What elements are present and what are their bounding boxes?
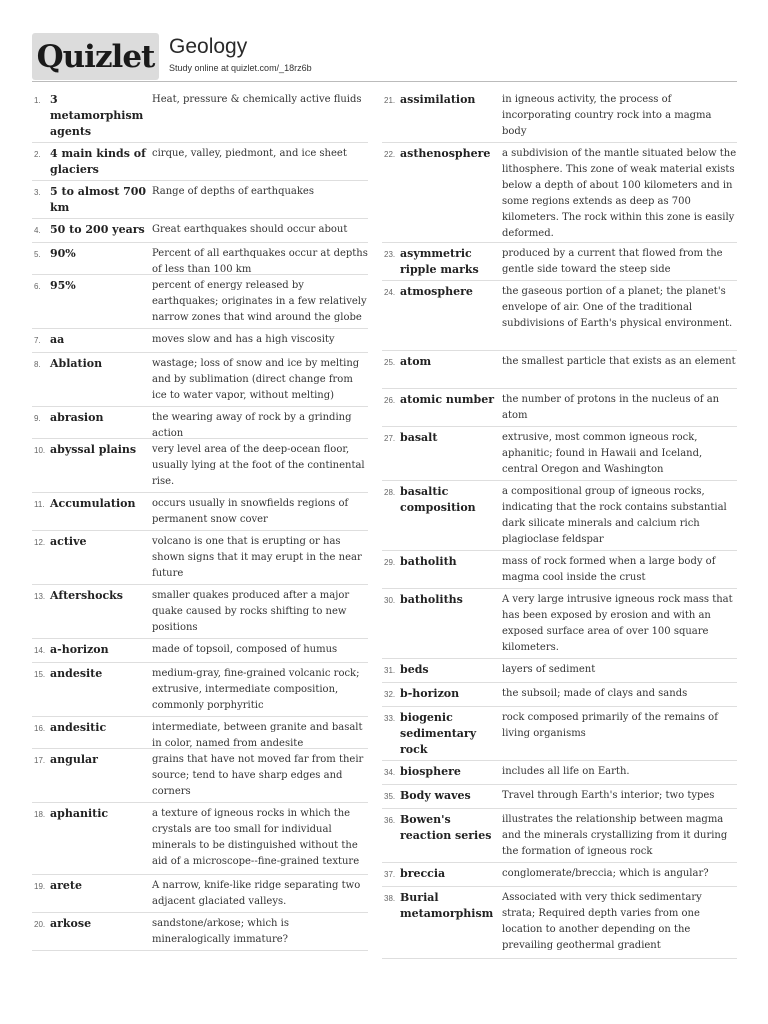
term-number: 16. xyxy=(34,724,46,733)
term-number: 36. xyxy=(384,816,396,825)
term-definition: occurs usually in snowfields regions of permanent snow cover xyxy=(152,498,349,525)
term-row xyxy=(32,493,368,531)
term-row xyxy=(382,143,737,243)
term-number: 38. xyxy=(384,894,396,903)
term-definition: produced by a current that flowed from the gentle side toward the steep side xyxy=(502,248,723,275)
term-definition: rock composed primarily of the remains of living organisms xyxy=(502,712,718,739)
term-number: 25. xyxy=(384,358,396,367)
term-word: Aftershocks xyxy=(50,589,123,602)
term-word: Ablation xyxy=(50,357,103,370)
term-word: batholith xyxy=(400,555,457,568)
term-row xyxy=(382,389,737,427)
term-row xyxy=(32,717,368,749)
term-row xyxy=(382,481,737,551)
term-row xyxy=(382,89,737,143)
term-definition: moves slow and has a high viscosity xyxy=(152,334,335,345)
term-definition: in igneous activity, the process of incorporating country rock into a magma body xyxy=(502,94,712,137)
term-row xyxy=(32,275,368,329)
term-row xyxy=(32,407,368,439)
term-word: andesite xyxy=(50,667,103,680)
term-definition: A narrow, knife-like ridge separating two adjacent glaciated valleys. xyxy=(152,880,361,907)
term-word: 4 main kinds of glaciers xyxy=(50,147,146,176)
term-definition: wastage; loss of snow and ice by melting and by sublimation (direct change from ice to water vapor, without melting) xyxy=(152,358,360,401)
term-definition: a subdivision of the mantle situated below the lithosphere. This zone of weak material exists below a depth of about 100 kilometers and in some regions extends as deep as 700 kilometers. The rock within this zone is easily deformed. xyxy=(502,148,737,239)
term-row xyxy=(382,427,737,481)
term-row xyxy=(32,439,368,493)
term-row xyxy=(382,243,737,281)
term-number: 35. xyxy=(384,792,396,801)
term-row xyxy=(32,663,368,717)
term-word: basaltic composition xyxy=(400,485,476,514)
term-word: asthenosphere xyxy=(400,147,491,160)
term-row xyxy=(382,589,737,659)
term-number: 8. xyxy=(34,360,41,369)
term-word: atmosphere xyxy=(400,285,473,298)
term-definition: Percent of all earthquakes occur at depths of less than 100 km xyxy=(152,248,368,275)
term-definition: the number of protons in the nucleus of an atom xyxy=(502,394,720,421)
term-word: abyssal plains xyxy=(50,443,137,456)
term-row xyxy=(382,551,737,589)
term-definition: the gaseous portion of a planet; the planet's envelope of air. One of the traditional subdivisions of Earth's physical environment. xyxy=(502,286,733,329)
term-word: active xyxy=(50,535,87,548)
term-number: 14. xyxy=(34,646,46,655)
term-word: biogenic sedimentary rock xyxy=(400,711,477,756)
term-row xyxy=(32,803,368,875)
term-number: 33. xyxy=(384,714,396,723)
term-definition: very level area of the deep-ocean floor, usually lying at the foot of the continental rise. xyxy=(152,444,365,487)
term-word: asymmetric ripple marks xyxy=(400,247,479,276)
term-word: abrasion xyxy=(50,411,104,424)
term-number: 4. xyxy=(34,226,41,235)
term-row xyxy=(382,281,737,351)
term-word: b-horizon xyxy=(400,687,460,700)
term-definition: Great earthquakes should occur about xyxy=(152,224,348,235)
term-definition: a compositional group of igneous rocks, indicating that the rock contains substantial dark silicate minerals and calcium rich plagioclase feldspar xyxy=(502,486,727,545)
term-definition: the smallest particle that exists as an element xyxy=(502,356,736,367)
term-definition: sandstone/arkose; which is mineralogically immature? xyxy=(152,918,290,945)
term-definition: extrusive, most common igneous rock, aphanitic; found in Hawaii and Iceland, central Oregon and Washington xyxy=(502,432,703,475)
term-number: 26. xyxy=(384,396,396,405)
left-column xyxy=(32,89,368,951)
term-number: 19. xyxy=(34,882,46,891)
term-number: 1. xyxy=(34,96,41,105)
term-number: 15. xyxy=(34,670,46,679)
term-word: 95% xyxy=(50,279,76,292)
term-row xyxy=(382,785,737,809)
term-word: biosphere xyxy=(400,765,461,778)
term-definition: volcano is one that is erupting or has shown signs that it may erupt in the near future xyxy=(152,536,362,579)
term-definition: smaller quakes produced after a major quake caused by rocks shifting to new positions xyxy=(152,590,350,633)
term-word: 5 to almost 700 km xyxy=(50,185,147,214)
term-number: 23. xyxy=(384,250,396,259)
term-number: 28. xyxy=(384,488,396,497)
term-word: 3 metamorphism agents xyxy=(50,93,144,138)
study-online-link[interactable]: Study online at quizlet.com/_18rz6b xyxy=(169,63,312,73)
term-number: 29. xyxy=(384,558,396,567)
term-word: aa xyxy=(50,333,65,346)
term-number: 5. xyxy=(34,250,41,259)
term-definition: Travel through Earth's interior; two types xyxy=(502,790,715,801)
term-row xyxy=(32,875,368,913)
term-number: 32. xyxy=(384,690,396,699)
term-word: Body waves xyxy=(400,789,471,802)
term-word: breccia xyxy=(400,867,446,880)
term-definition: a texture of igneous rocks in which the crystals are too small for individual minerals to be distinguished without the aid of a microscope--fine-grained texture xyxy=(152,808,360,867)
term-number: 11. xyxy=(34,500,45,509)
term-definition: Range of depths of earthquakes xyxy=(152,186,314,197)
term-row xyxy=(32,353,368,407)
term-word: Accumulation xyxy=(50,497,136,510)
term-definition: A very large intrusive igneous rock mass that has been exposed by erosion and with an exposed surface area of over 100 square kilometers. xyxy=(502,594,733,653)
page-title: Geology xyxy=(169,35,248,58)
term-definition: layers of sediment xyxy=(502,664,596,675)
term-definition: Heat, pressure & chemically active fluids xyxy=(152,94,362,105)
term-number: 24. xyxy=(384,288,396,297)
term-row xyxy=(382,863,737,887)
term-row xyxy=(382,761,737,785)
header xyxy=(32,33,737,80)
term-definition: mass of rock formed when a large body of magma cool inside the crust xyxy=(502,556,716,583)
term-row xyxy=(32,531,368,585)
term-row xyxy=(32,585,368,639)
term-row xyxy=(32,219,368,243)
term-number: 6. xyxy=(34,282,41,291)
term-number: 13. xyxy=(34,592,46,601)
header-divider xyxy=(32,81,737,82)
quizlet-logo[interactable]: Quizlet xyxy=(32,33,159,80)
term-definition: Associated with very thick sedimentary strata; Required depth varies from one location to another depending on the prevailing geothermal gradient xyxy=(502,892,702,951)
term-row xyxy=(382,887,737,959)
right-column xyxy=(382,89,737,959)
term-number: 34. xyxy=(384,768,396,777)
term-row xyxy=(382,683,737,707)
term-definition: includes all life on Earth. xyxy=(502,766,630,777)
term-row xyxy=(32,143,368,181)
term-number: 27. xyxy=(384,434,396,443)
term-row xyxy=(382,659,737,683)
term-number: 21. xyxy=(384,96,396,105)
term-word: arkose xyxy=(50,917,92,930)
term-number: 9. xyxy=(34,414,41,423)
term-definition: the subsoil; made of clays and sands xyxy=(502,688,688,699)
term-row xyxy=(382,809,737,863)
term-definition: medium-gray, fine-grained volcanic rock; extrusive, intermediate composition, commonly porphyritic xyxy=(152,668,360,711)
term-number: 37. xyxy=(384,870,396,879)
term-definition: conglomerate/breccia; which is angular? xyxy=(502,868,709,879)
term-word: assimilation xyxy=(400,93,476,106)
term-number: 7. xyxy=(34,336,41,345)
term-word: arete xyxy=(50,879,83,892)
term-row xyxy=(382,351,737,389)
term-definition: percent of energy released by earthquakes; originates in a few relatively narrow zones that wind around the globe xyxy=(152,280,367,323)
term-number: 2. xyxy=(34,150,41,159)
term-word: beds xyxy=(400,663,429,676)
term-word: basalt xyxy=(400,431,438,444)
term-row xyxy=(32,89,368,143)
term-row xyxy=(382,707,737,761)
term-definition: intermediate, between granite and basalt in color, named from andesite xyxy=(152,722,363,749)
term-word: 90% xyxy=(50,247,76,260)
term-word: a-horizon xyxy=(50,643,109,656)
term-word: Bowen's reaction series xyxy=(400,813,492,842)
term-number: 22. xyxy=(384,150,396,159)
term-row xyxy=(32,749,368,803)
term-word: aphanitic xyxy=(50,807,109,820)
term-row xyxy=(32,639,368,663)
term-number: 12. xyxy=(34,538,46,547)
term-definition: made of topsoil, composed of humus xyxy=(152,644,338,655)
term-definition: cirque, valley, piedmont, and ice sheet xyxy=(152,148,347,159)
term-definition: illustrates the relationship between magma and the minerals crystallizing from it during the formation of igneous rock xyxy=(502,814,728,857)
term-row xyxy=(32,329,368,353)
term-number: 3. xyxy=(34,188,41,197)
term-number: 18. xyxy=(34,810,46,819)
term-row xyxy=(32,181,368,219)
term-word: atom xyxy=(400,355,432,368)
term-word: andesitic xyxy=(50,721,107,734)
term-word: angular xyxy=(50,753,98,766)
term-definition: the wearing away of rock by a grinding action xyxy=(152,412,352,439)
term-word: batholiths xyxy=(400,593,463,606)
term-row xyxy=(32,243,368,275)
term-word: Burial metamorphism xyxy=(400,891,494,920)
term-word: atomic number xyxy=(400,393,495,406)
term-number: 30. xyxy=(384,596,396,605)
term-number: 31. xyxy=(384,666,396,675)
term-word: 50 to 200 years xyxy=(50,223,145,236)
term-row xyxy=(32,913,368,951)
term-number: 20. xyxy=(34,920,46,929)
term-number: 17. xyxy=(34,756,46,765)
term-number: 10. xyxy=(34,446,46,455)
term-definition: grains that have not moved far from their source; tend to have sharp edges and corners xyxy=(152,754,364,797)
